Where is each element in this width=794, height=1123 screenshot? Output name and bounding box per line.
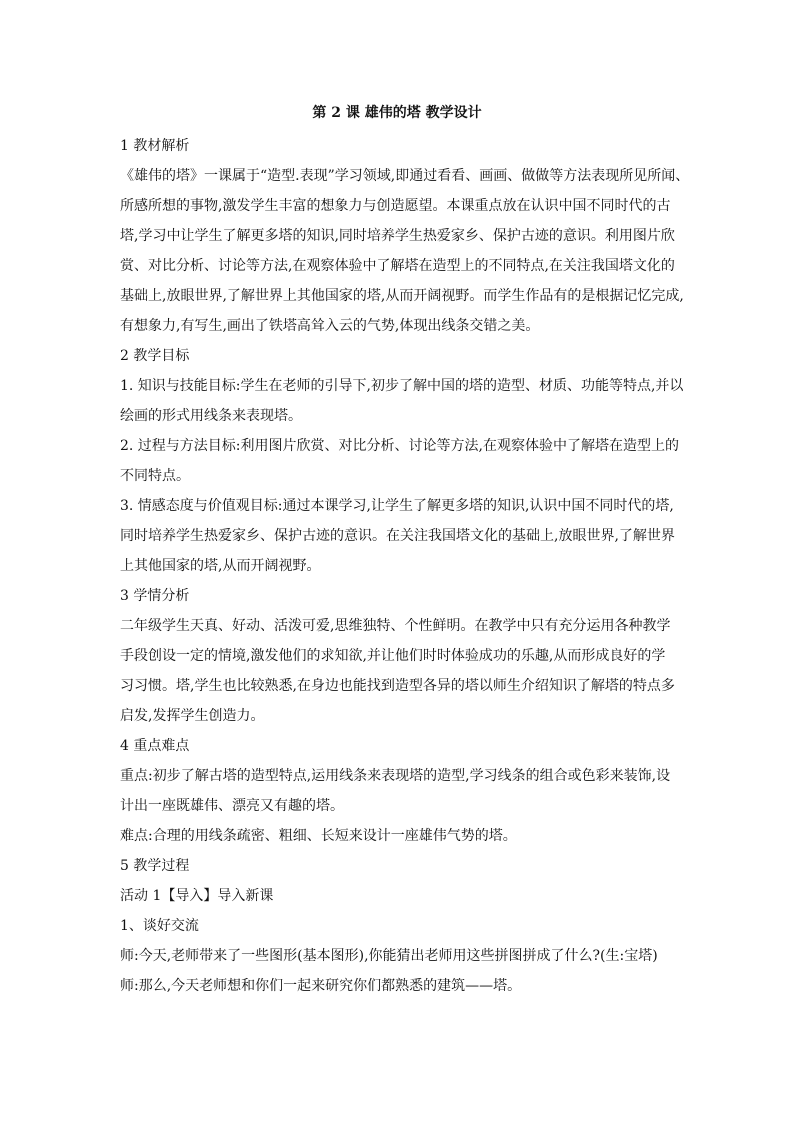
paragraph-line: 习习惯。塔,学生也比较熟悉,在身边也能找到造型各异的塔以师生介绍知识了解塔的特点多 (120, 678, 675, 694)
paragraph-line: 塔,学习中让学生了解更多塔的知识,同时培养学生热爱家乡、保护古迹的意识。利用图片欣 (120, 228, 675, 244)
paragraph-line: 《雄伟的塔》一课属于“造型.表现”学习领域,即通过看看、画画、做做等方法表现所见所闻、 (120, 168, 690, 184)
paragraph-line: 重点:初步了解古塔的造型特点,运用线条来表现塔的造型,学习线条的组合或色彩来装饰,设 (120, 768, 671, 784)
paragraph-line: 师:今天,老师带来了一些图形(基本图形),你能猜出老师用这些拼图拼成了什么?(生:宝塔) (120, 948, 658, 964)
paragraph-line: 1、谈好交流 (120, 918, 199, 934)
section-heading: 5 教学过程 (120, 858, 190, 874)
paragraph-line: 上其他国家的塔,从而开阔视野。 (120, 558, 321, 574)
section-heading: 4 重点难点 (120, 738, 190, 754)
section-heading: 1 教材解析 (120, 138, 190, 154)
paragraph-line: 不同特点。 (120, 468, 190, 484)
paragraph-line: 难点:合理的用线条疏密、粗细、长短来设计一座雄伟气势的塔。 (120, 828, 517, 844)
paragraph-line: 师:那么,今天老师想和你们一起来研究你们都熟悉的建筑——塔。 (120, 978, 522, 994)
section-heading: 3 学情分析 (120, 588, 190, 604)
paragraph-line: 1. 知识与技能目标:学生在老师的引导下,初步了解中国的塔的造型、材质、功能等特点,并以 (120, 378, 684, 394)
document-title: 第 2 课 雄伟的塔 教学设计 (312, 105, 482, 121)
paragraph-line: 所感所想的事物,激发学生丰富的想象力与创造愿望。本课重点放在认识中国不同时代的古 (120, 198, 671, 214)
document-body (120, 131, 690, 1001)
paragraph-line: 二年级学生天真、好动、活泼可爱,思维独特、个性鲜明。在教学中只有充分运用各种教学 (120, 618, 671, 634)
paragraph-line: 赏、对比分析、讨论等方法,在观察体验中了解塔在造型上的不同特点,在关注我国塔文化的 (120, 258, 675, 274)
paragraph-line: 3. 情感态度与价值观目标:通过本课学习,让学生了解更多塔的知识,认识中国不同时代的塔, (120, 498, 674, 514)
paragraph-line: 基础上,放眼世界,了解世界上其他国家的塔,从而开阔视野。而学生作品有的是根据记忆完成, (120, 288, 684, 304)
paragraph-line: 计出一座既雄伟、漂亮又有趣的塔。 (120, 798, 344, 814)
paragraph-line: 手段创设一定的情境,激发他们的求知欲,并让他们时时体验成功的乐趣,从而形成良好的学 (120, 648, 666, 664)
paragraph-line: 有想象力,有写生,画出了铁塔高耸入云的气势,体现出线条交错之美。 (120, 318, 540, 334)
paragraph-line: 活动 1【导入】导入新课 (120, 888, 274, 904)
paragraph-line: 同时培养学生热爱家乡、保护古迹的意识。在关注我国塔文化的基础上,放眼世界,了解世界 (120, 528, 675, 544)
paragraph-line: 启发,发挥学生创造力。 (120, 708, 265, 724)
paragraph-line: 2. 过程与方法目标:利用图片欣赏、对比分析、讨论等方法,在观察体验中了解塔在造型上的 (120, 438, 679, 454)
section-heading: 2 教学目标 (120, 348, 190, 364)
paragraph-line: 绘画的形式用线条来表现塔。 (120, 408, 302, 424)
